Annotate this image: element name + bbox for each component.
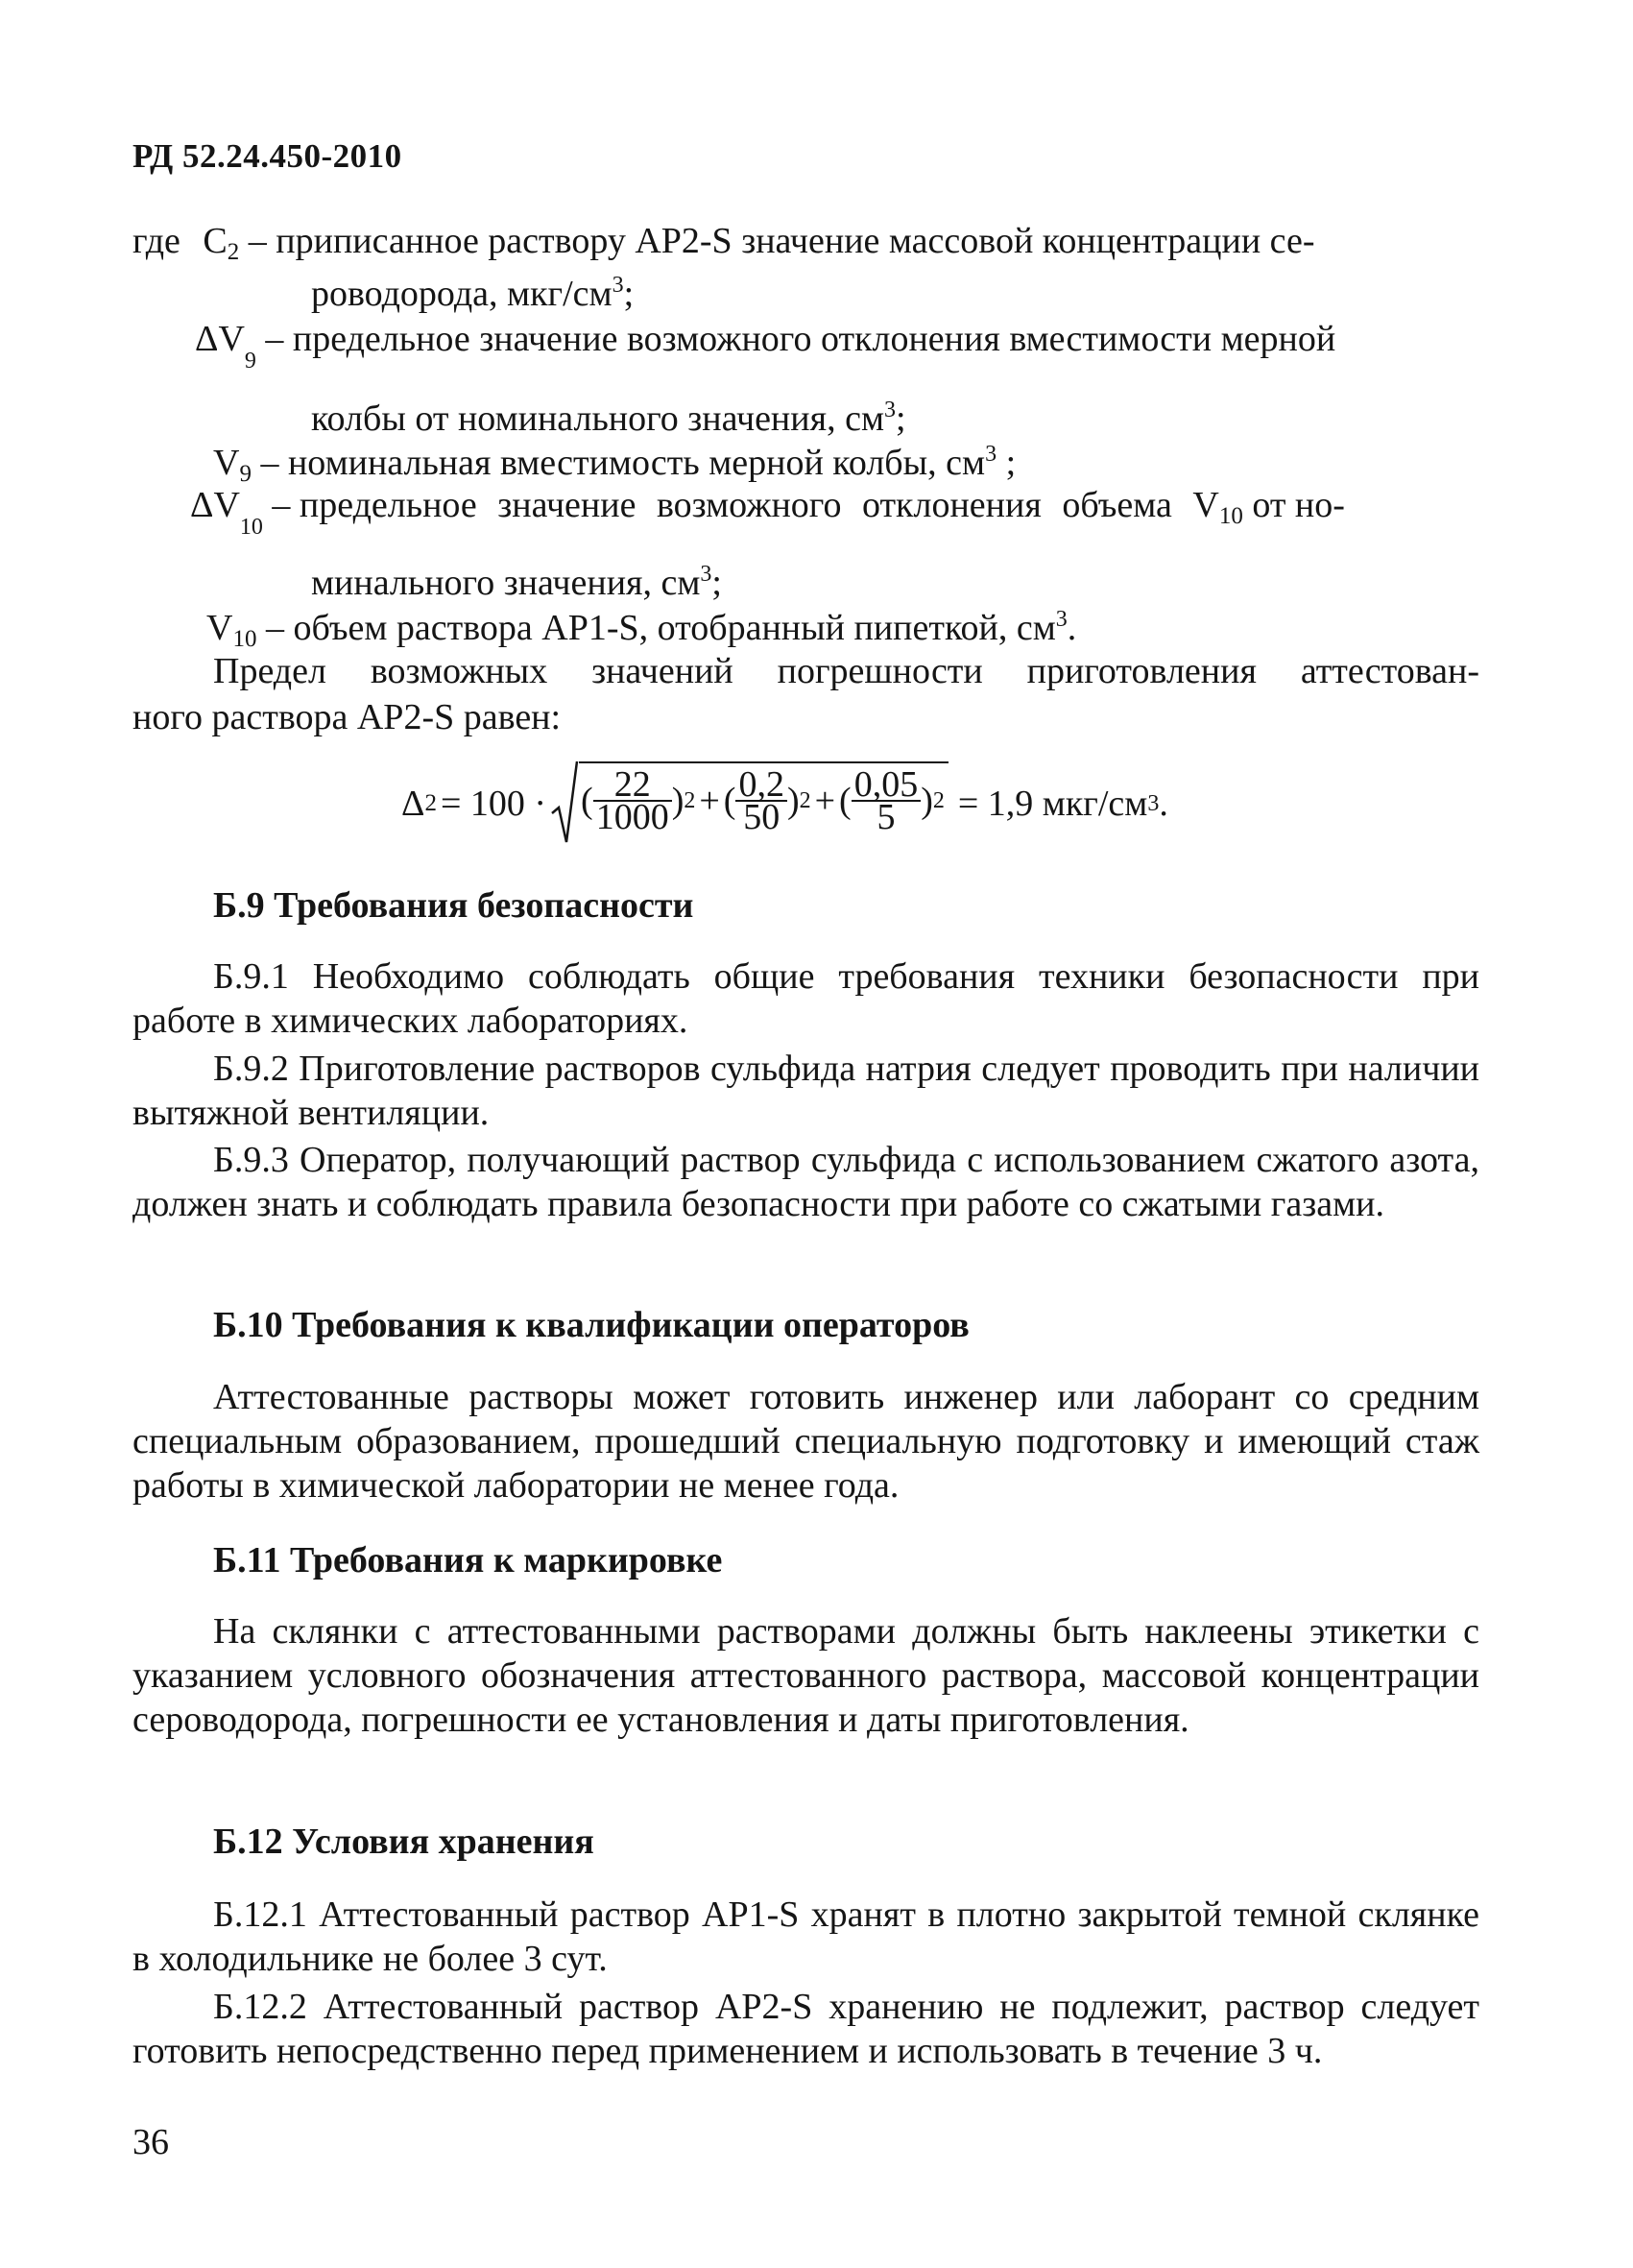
fraction: $\frac{0,05}{5}$ [852, 769, 922, 832]
definition-item: где $С_2$ – приписанное раствору АР2-S значение массовой концентрации се- [132, 221, 1315, 265]
fraction: $\frac{22}{1000}$ [593, 769, 672, 832]
definition-item: $V_{10}$ – объем раствора АР1-S, отобранный пипеткой, $см^3$. [206, 607, 1077, 652]
page-number: 36 [132, 2122, 169, 2162]
section-heading: Б.10 Требования к квалификации операторов [213, 1305, 970, 1345]
paragraph: На склянки с аттестованными растворами должны быть наклеены этикетки с указанием условного обозначения аттестованного раствора, массовой концентрации сероводорода, погрешности ее установления и даты приготовления. [132, 1611, 1479, 1740]
fraction: $\frac{0,2}{50}$ [735, 769, 787, 832]
definition-item: $\Delta V_9$ – предельное значение возможного отклонения вместимости мерной [195, 319, 1336, 374]
paragraph: Б.9.3 Оператор, получающий раствор сульфида с использованием сжатого азота, должен знать и соблюдать правила безопасности при работе со сжатыми газами. [132, 1140, 1479, 1224]
definition-item: $\Delta V_{10}$ – предельное значение возможного отклонения объема $V_{10}$ от но- [190, 485, 1345, 540]
section-heading: Б.12 Условия хранения [213, 1822, 594, 1862]
document-code: РД 52.24.450-2010 [132, 137, 402, 175]
error-formula: Δ 2 = 100 · ( $\frac{22}{1000}$ ) 2 + ( $\frac{0,2}{50}$ ) 2 + ( $\frac{0,05}{5}$ ) 2 = 1,9 мкг/см 3 . [401, 751, 1168, 857]
section-heading: Б.9 Требования безопасности [213, 885, 694, 926]
sqrt-radicand: ( $\frac{22}{1000}$ ) 2 + ( $\frac{0,2}{50}$ ) 2 + ( $\frac{0,05}{5}$ ) 2 [579, 761, 949, 832]
limit-paragraph-line2: ного раствора АР2-S равен: [132, 697, 562, 737]
sqrt-sign [550, 758, 579, 850]
paragraph: Аттестованные растворы может готовить инженер или лаборант со средним специальным образованием, прошедший специальную подготовку и имеющий стаж работы в химической лаборатории не менее года. [132, 1377, 1479, 1506]
definitions-intro: где [132, 221, 180, 261]
definition-continuation: колбы от номинального значения, $см^3$; [311, 398, 906, 439]
definition-item: $V_9$ – номинальная вместимость мерной колбы, $см^3$ ; [213, 442, 1017, 487]
definition-continuation: минального значения, $см^3$; [311, 562, 722, 603]
paragraph: Б.9.2 Приготовление растворов сульфида натрия следует проводить при наличии вытяжной вентиляции. [132, 1049, 1479, 1133]
paragraph: Б.12.1 Аттестованный раствор АР1-S хранят в плотно закрытой темной склянке в холодильнике не более 3 сут. [132, 1894, 1479, 1979]
definition-continuation: роводорода, мкг/$см^3$; [311, 273, 635, 314]
section-heading: Б.11 Требования к маркировке [213, 1540, 723, 1580]
limit-paragraph-line1: Предел возможных значений погрешности приготовления аттестован- [213, 651, 1479, 691]
paragraph: Б.9.1 Необходимо соблюдать общие требования техники безопасности при работе в химических лабораториях. [132, 956, 1479, 1041]
paragraph: Б.12.2 Аттестованный раствор АР2-S хранению не подлежит, раствор следует готовить непосредственно перед применением и использовать в течение 3 ч. [132, 1987, 1479, 2071]
